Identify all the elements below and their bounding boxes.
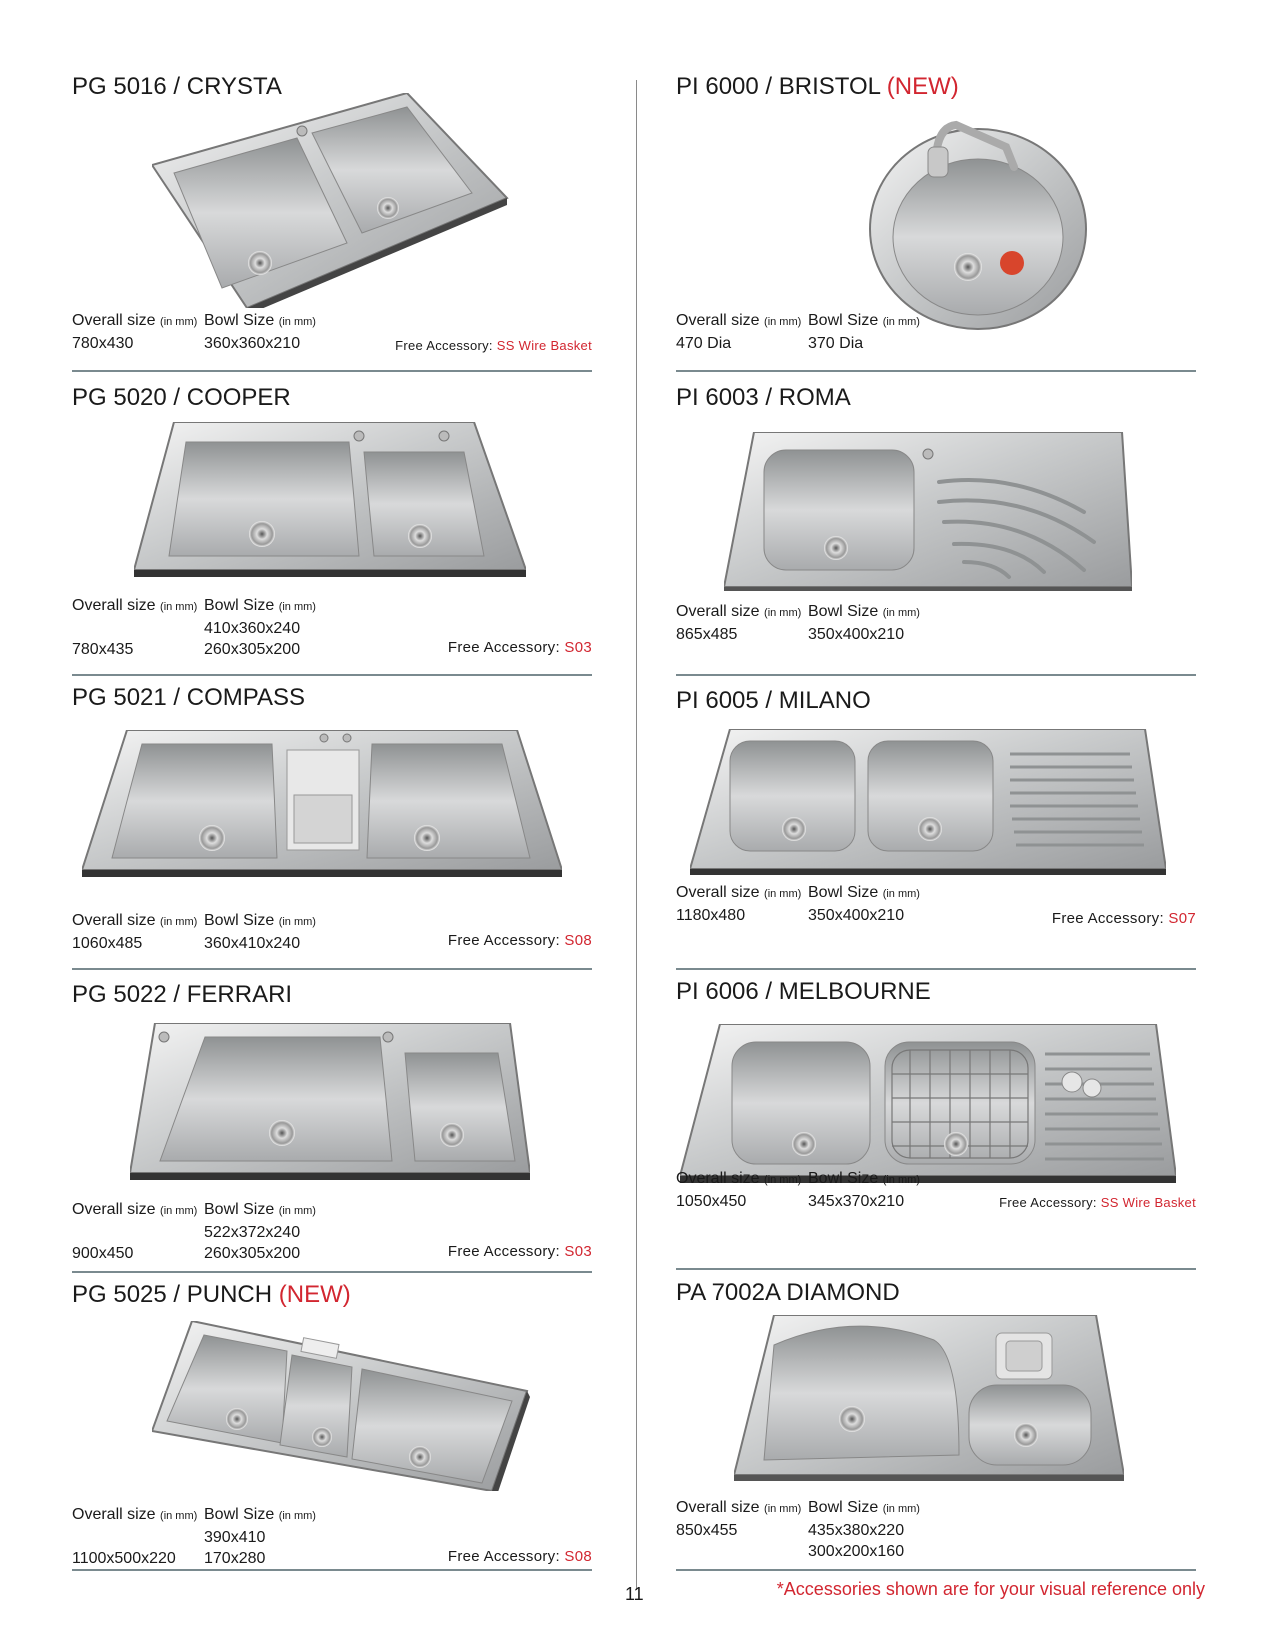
product-pg5020 (72, 384, 592, 680)
free-accessory: Free Accessory: S03 (447, 1243, 592, 1260)
product-title: PI 6006 / MELBOURNE (676, 978, 931, 1005)
bowl-size-label: Bowl Size (808, 312, 879, 329)
bowl-size-value: 260x305x200 (204, 641, 301, 658)
bowl-size-value: 170x280 (204, 1550, 266, 1567)
overall-size-value: 865x485 (676, 626, 738, 643)
overall-size-value: 470 Dia (676, 335, 732, 352)
product-pg5022 (72, 981, 592, 1276)
free-accessory: Free Accessory: S08 (447, 932, 592, 949)
bowl-size-label: Bowl Size (204, 312, 275, 329)
product-pi6003 (676, 384, 1196, 680)
product-pi6000 (676, 73, 1196, 376)
product-specs: Overall size (in mm) 1180x480 Bowl Size (in mm) 350x400x210 Free Accessory: S07 (676, 884, 1196, 927)
product-specs: Overall size (in mm) 1060x485 Bowl Size (in mm) 360x410x240 Free Accessory: S08 (72, 912, 592, 952)
bowl-size-label: Bowl Size (204, 597, 275, 614)
product-title: PG 5025 / PUNCH (NEW) (72, 1281, 351, 1308)
product-specs: Overall size (in mm) 865x485 Bowl Size (in mm) 350x400x210 (676, 603, 920, 643)
sink-icon (130, 1023, 530, 1183)
product-specs: Overall size (in mm) 900x450 Bowl Size (in mm) 522x372x240 260x305x200 Free Accessory: S03 (72, 1201, 592, 1262)
overall-size-label: Overall size (72, 1201, 156, 1218)
bowl-size-value: 300x200x160 (808, 1543, 905, 1560)
product-specs: Overall size (in mm) 850x455 Bowl Size (in mm) 435x380x220 300x200x160 (676, 1499, 920, 1560)
free-accessory: Free Accessory: S08 (447, 1548, 592, 1565)
sink-icon (134, 422, 526, 580)
product-pg5021 (72, 684, 592, 974)
sink-icon (82, 730, 562, 880)
product-specs: Overall size (in mm) 780x430 Bowl Size (in mm) 360x360x210 Free Accessory: SS Wire Basket (72, 310, 592, 355)
free-accessory: Free Accessory: SS Wire Basket (395, 338, 592, 353)
bowl-size-label: Bowl Size (204, 1506, 275, 1523)
overall-size-label: Overall size (676, 884, 760, 901)
product-title: PG 5020 / COOPER (72, 384, 291, 411)
overall-size-value: 900x450 (72, 1245, 134, 1262)
product-title: PI 6005 / MILANO (676, 687, 871, 714)
product-specs: Overall size (in mm) 1050x450 Bowl Size (in mm) 345x370x210 Free Accessory: SS Wire Basket (676, 1168, 1196, 1213)
overall-size-value: 1100x500x220 (72, 1550, 176, 1567)
overall-size-value: 850x455 (676, 1522, 738, 1539)
product-specs: Overall size (in mm) 470 Dia Bowl Size (in mm) 370 Dia (676, 312, 920, 352)
overall-size-label: Overall size (676, 312, 760, 329)
overall-size-label: Overall size (72, 1506, 156, 1523)
section-rule (676, 1569, 1196, 1571)
bowl-size-label: Bowl Size (204, 1201, 275, 1218)
sink-icon (152, 93, 512, 308)
bowl-size-value: 350x400x210 (808, 626, 905, 643)
overall-size-label: Overall size (72, 312, 156, 329)
section-rule (676, 674, 1196, 676)
overall-size-value: 780x430 (72, 335, 134, 352)
product-pa7002a (676, 1279, 1196, 1576)
product-title: PA 7002A DIAMOND (676, 1279, 900, 1306)
free-accessory: Free Accessory: SS Wire Basket (999, 1195, 1196, 1210)
accessories-note: *Accessories shown are for your visual reference only (776, 1579, 1205, 1599)
overall-size-label: Overall size (676, 1170, 760, 1187)
sink-icon (152, 1321, 532, 1491)
sink-icon (734, 1315, 1124, 1485)
bowl-size-label: Bowl Size (808, 1170, 879, 1187)
page-number: 11 (625, 1584, 644, 1604)
section-rule (72, 370, 592, 372)
overall-size-label: Overall size (676, 603, 760, 620)
bowl-size-label: Bowl Size (808, 884, 879, 901)
bowl-size-value: 260x305x200 (204, 1245, 301, 1262)
overall-size-value: 1060x485 (72, 935, 143, 952)
section-rule (72, 968, 592, 970)
bowl-size-value: 390x410 (204, 1529, 266, 1546)
overall-size-label: Overall size (72, 912, 156, 929)
free-accessory: Free Accessory: S07 (1051, 910, 1196, 927)
overall-size-label: Overall size (676, 1499, 760, 1516)
section-rule (72, 674, 592, 676)
bowl-size-label: Bowl Size (808, 1499, 879, 1516)
round-sink-icon (866, 107, 1091, 337)
product-pg5025 (72, 1281, 592, 1573)
product-pi6006 (676, 978, 1196, 1276)
bowl-size-value: 360x410x240 (204, 935, 301, 952)
product-pi6005 (676, 687, 1196, 977)
product-specs: Overall size (in mm) 1100x500x220 Bowl Size (in mm) 390x410 170x280 Free Accessory: S08 (72, 1506, 592, 1567)
section-rule (676, 1268, 1196, 1270)
product-title: PG 5021 / COMPASS (72, 684, 305, 711)
sink-icon (690, 729, 1166, 879)
section-rule (72, 1271, 592, 1273)
bowl-size-value: 350x400x210 (808, 907, 905, 924)
product-pg5016 (72, 73, 592, 376)
section-rule (676, 370, 1196, 372)
product-title: PG 5022 / FERRARI (72, 981, 293, 1008)
bowl-size-value: 345x370x210 (808, 1193, 905, 1210)
sink-icon (724, 432, 1132, 592)
bowl-size-value: 435x380x220 (808, 1522, 905, 1539)
bowl-size-value: 522x372x240 (204, 1224, 301, 1241)
section-rule (676, 968, 1196, 970)
section-rule (72, 1569, 592, 1571)
bowl-size-value: 410x360x240 (204, 620, 301, 637)
overall-size-value: 780x435 (72, 641, 134, 658)
product-title: PG 5016 / CRYSTA (72, 73, 282, 100)
product-title: PI 6003 / ROMA (676, 384, 851, 411)
bowl-size-label: Bowl Size (808, 603, 879, 620)
bowl-size-value: 360x360x210 (204, 335, 301, 352)
overall-size-value: 1050x450 (676, 1193, 747, 1210)
column-divider (636, 80, 637, 1590)
product-specs: Overall size (in mm) 780x435 Bowl Size (in mm) 410x360x240 260x305x200 Free Accessory: S03 (72, 597, 592, 658)
overall-size-label: Overall size (72, 597, 156, 614)
bowl-size-label: Bowl Size (204, 912, 275, 929)
product-title: PI 6000 / BRISTOL (NEW) (676, 73, 959, 100)
bowl-size-value: 370 Dia (808, 335, 864, 352)
free-accessory: Free Accessory: S03 (447, 639, 592, 656)
sink-icon (680, 1024, 1176, 1186)
overall-size-value: 1180x480 (676, 907, 746, 924)
